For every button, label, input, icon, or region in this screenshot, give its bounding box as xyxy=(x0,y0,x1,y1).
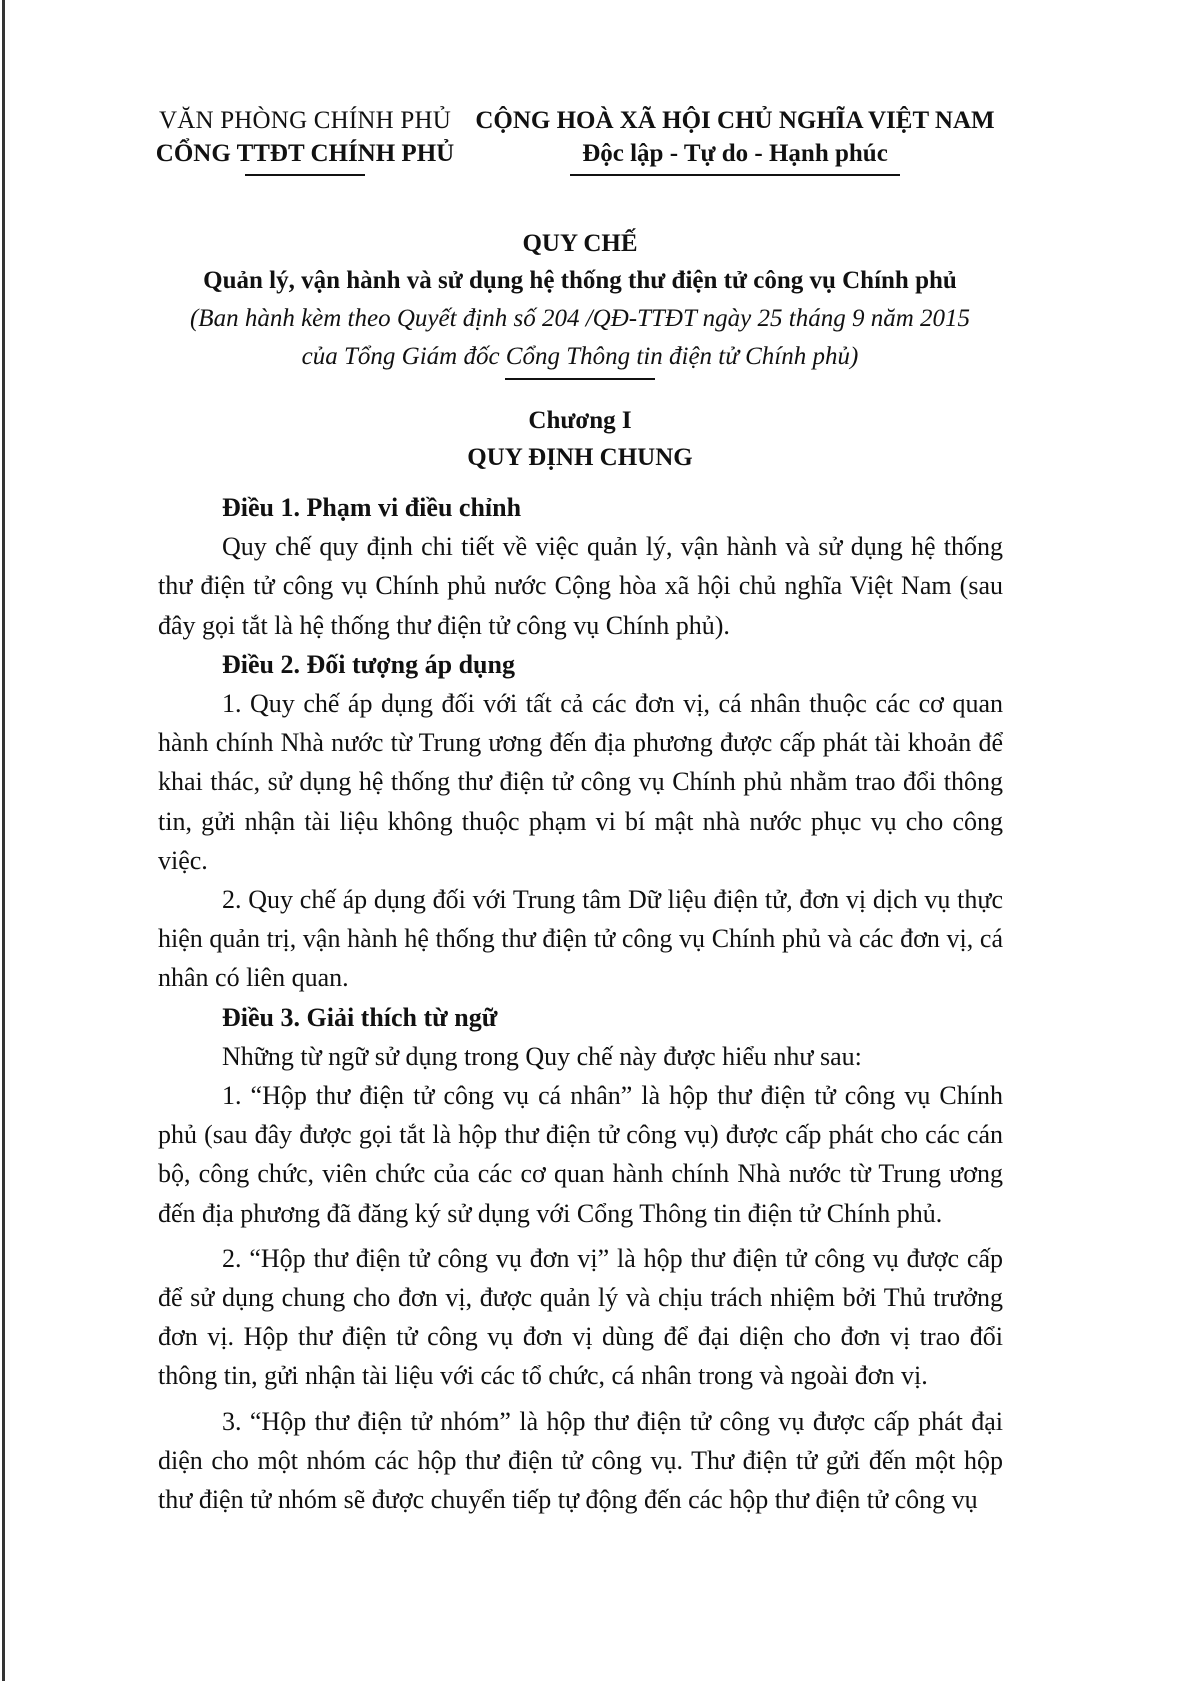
motto-underline xyxy=(570,174,900,176)
document-title: QUY CHẾ xyxy=(522,230,638,257)
title-block xyxy=(100,226,1060,476)
article-heading: Điều 2. Đối tượng áp dụng xyxy=(222,649,515,679)
article-paragraph: Những từ ngữ sử dụng trong Quy chế này được hiểu như sau: xyxy=(222,1041,862,1071)
article-paragraph: 2. “Hộp thư điện tử công vụ đơn vị” là hộp thư điện tử công vụ được cấp để sử dụng chung cho đơn vị, được quản lý và chịu trách nhiệm bởi Thủ trưởng đơn vị. Hộp thư điện tử công vụ đơn vị dùng để đại diện cho đơn vị trao đổi thông tin, gửi nhận tài liệu với các tổ chức, cá nhân trong và ngoài đơn vị. xyxy=(158,1243,1003,1391)
document-subtitle: Quản lý, vận hành và sử dụng hệ thống thư điện tử công vụ Chính phủ xyxy=(203,267,957,294)
issuer-underline xyxy=(245,174,365,176)
national-name: CỘNG HOÀ XÃ HỘI CHỦ NGHĨA VIỆT NAM xyxy=(475,107,995,134)
scan-border xyxy=(2,0,5,1681)
chapter-number: Chương I xyxy=(528,407,632,434)
issuer-agency: VĂN PHÒNG CHÍNH PHỦ xyxy=(158,107,451,134)
document-body xyxy=(158,488,1003,1519)
issuance-line-1: (Ban hành kèm theo Quyết định số 204 /QĐ-TTĐT ngày 25 tháng 9 năm 2015 xyxy=(189,305,971,332)
national-motto: Độc lập - Tự do - Hạnh phúc xyxy=(582,140,888,167)
chapter-title: QUY ĐỊNH CHUNG xyxy=(467,444,693,471)
title-underline xyxy=(505,378,655,380)
article-heading: Điều 3. Giải thích từ ngữ xyxy=(222,1002,498,1032)
article-paragraph: 3. “Hộp thư điện tử nhóm” là hộp thư điện tử công vụ được cấp phát đại diện cho một nhóm các hộp thư điện tử công vụ. Thư điện tử gửi đến một hộp thư điện tử nhóm sẽ được chuyển tiếp tự động đến các hộp thư điện tử công vụ xyxy=(158,1406,1003,1515)
article-heading: Điều 1. Phạm vi điều chỉnh xyxy=(222,493,522,522)
article-paragraph: 1. Quy chế áp dụng đối với tất cả các đơn vị, cá nhân thuộc các cơ quan hành chính Nhà nước từ Trung ương đến địa phương được cấp phát tài khoản để khai thác, sử dụng hệ thống thư điện tử công vụ Chính phủ nhằm trao đổi thông tin, gửi nhận tài liệu không thuộc phạm vi bí mật nhà nước phục vụ cho công việc. xyxy=(158,689,1003,875)
national-header xyxy=(470,104,1000,176)
article-paragraph: 1. “Hộp thư điện tử công vụ cá nhân” là hộp thư điện tử công vụ Chính phủ (sau đây được gọi tắt là hộp thư điện tử công vụ) được cấp phát cho các cán bộ, công chức, viên chức của các cơ quan hành chính Nhà nước từ Trung ương đến địa phương đã đăng ký sử dụng với Cổng Thông tin điện tử Chính phủ. xyxy=(158,1081,1003,1228)
issuer-unit: CỔNG TTĐT CHÍNH PHỦ xyxy=(155,140,455,167)
article-paragraph: 2. Quy chế áp dụng đối với Trung tâm Dữ liệu điện tử, đơn vị dịch vụ thực hiện quản trị, vận hành hệ thống thư điện tử công vụ Chính phủ và các đơn vị, cá nhân có liên quan. xyxy=(158,885,1003,993)
article-paragraph: Quy chế quy định chi tiết về việc quản lý, vận hành và sử dụng hệ thống thư điện tử công vụ Chính phủ nước Cộng hòa xã hội chủ nghĩa Việt Nam (sau đây gọi tắt là hệ thống thư điện tử công vụ Chính phủ). xyxy=(158,532,1003,640)
issuer-header xyxy=(150,104,460,176)
issuance-line-2: của Tổng Giám đốc Cổng Thông tin điện tử Chính phủ) xyxy=(301,343,859,370)
